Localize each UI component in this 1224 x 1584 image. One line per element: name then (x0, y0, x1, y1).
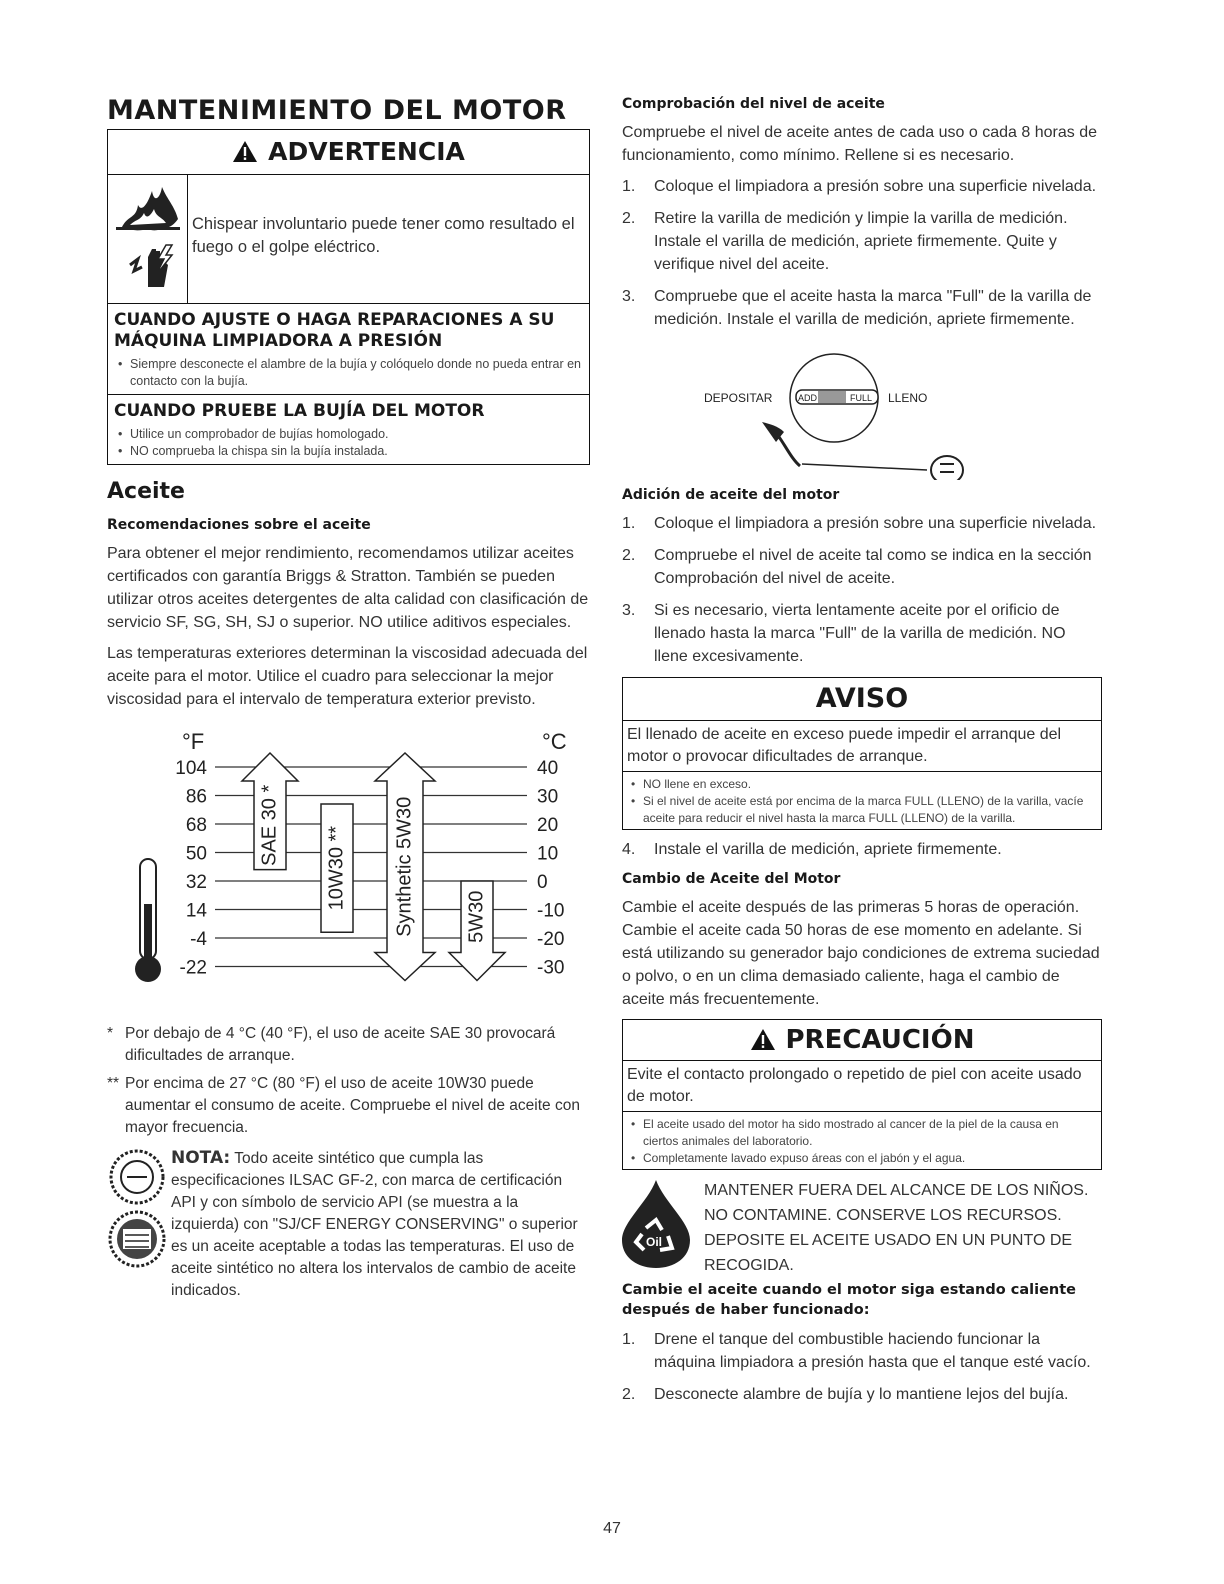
dipstick-right-label: LLENO (888, 391, 928, 405)
oil-add-step (622, 544, 1102, 590)
step-text: Coloque el limpiadora a presión sobre una superficie nivelada. (654, 515, 1097, 532)
oil-change-heading: Cambio de Aceite del Motor (622, 871, 841, 887)
c-tick-label: -20 (537, 929, 565, 950)
nota-block (107, 1147, 590, 1302)
oil-add-step (622, 838, 1102, 861)
c-tick-label: 40 (537, 758, 559, 779)
precaucion-bullets (623, 1112, 1101, 1169)
warning-body (108, 175, 589, 304)
precaucion-box (622, 1019, 1102, 1170)
aviso-text: El llenado de aceite en exceso puede impedir el arranque del motor o provocar dificultades de arranque. (623, 721, 1101, 772)
dipstick-add-label: ADD (798, 393, 818, 403)
step-text: Drene el tanque del combustible haciendo funcionar la máquina limpiadora a presión hasta que el tanque esté vacío. (654, 1331, 1091, 1371)
warning-heading: ADVERTENCIA (268, 137, 465, 166)
viscosity-bar-label: SAE 30 * (258, 784, 281, 866)
step-number: 1. (622, 1331, 636, 1348)
step-text: Retire la varilla de medición y limpie la varilla de medición. Instale el varilla de medición, apriete firmemente. Quite y verifique nivel del aceite. (654, 210, 1068, 273)
c-axis-label: °C (542, 729, 567, 754)
f-axis-label: °F (182, 729, 205, 754)
oil-label: Oil (646, 1235, 663, 1249)
dipstick-full-label: FULL (850, 393, 873, 403)
viscosity-bar-label: 5W30 (465, 890, 488, 943)
f-tick-label: 14 (185, 900, 207, 922)
oil-paragraph: Para obtener el mejor rendimiento, recomendamos utilizar aceites certificados con garantía Briggs & Stratton. También se pueden utilizar otros aceites detergentes de alta calidad con clasificación de servicio SF, SG, SH, SJ o superior. NO utilice aditivos especiales. (107, 545, 589, 631)
oil-check-step (622, 207, 1102, 276)
oil-paragraph: Las temperaturas exteriores determinan la viscosidad adecuada del aceite para el motor. Utilice el cuadro para seleccionar la mejor viscosidad para el intervalo de temperatura exterior previsto. (107, 645, 588, 708)
c-tick-label: 0 (537, 872, 548, 893)
precaucion-bullet: • El aceite usado del motor ha sido mostrado al cancer de la piel de la causa en ciertos animales del laboratorio. (627, 1116, 1097, 1150)
nota-text-block (167, 1147, 590, 1302)
step-text: Desconecte alambre de bujía y lo mantiene lejos del bujía. (654, 1386, 1069, 1403)
page-number: 47 (603, 1520, 621, 1537)
viscosity-bar-label: Synthetic 5W30 (393, 796, 416, 937)
aviso-bullets (623, 772, 1101, 829)
oil-add-heading: Adición de aceite del motor (622, 487, 840, 503)
warning-section-title: CUANDO PRUEBE LA BUJÍA DEL MOTOR (114, 401, 485, 421)
step-number: 1. (622, 515, 636, 532)
warning-triangle-icon (750, 1028, 776, 1051)
step-number: 3. (622, 602, 636, 619)
warning-section-sparkplug (108, 395, 589, 464)
f-tick-label: 86 (185, 786, 207, 808)
hot-change-step (622, 1383, 1102, 1406)
warning-header (108, 130, 589, 175)
oil-check-step (622, 175, 1102, 198)
c-tick-label: 30 (537, 786, 559, 808)
step-text: Instale el varilla de medición, apriete firmemente. (654, 841, 1002, 858)
step-number: 2. (622, 1386, 636, 1403)
oil-check-intro: Compruebe el nivel de aceite antes de cada uso o cada 8 horas de funcionamiento, como mínimo. Rellene si es necesario. (622, 124, 1097, 164)
warning-triangle-icon (232, 140, 258, 163)
f-tick-label: 68 (185, 815, 207, 836)
precaucion-heading: PRECAUCIÓN (785, 1025, 975, 1055)
warning-text: Chispear involuntario puede tener como resultado el fuego o el golpe eléctrico. (192, 215, 575, 256)
recycle-text: MANTENER FUERA DEL ALCANCE DE LOS NIÑOS. NO CONTAMINE. CONSERVE LOS RECURSOS. DEPOSITE EL ACEITE USADO EN UN PUNTO DE RECOGIDA. (704, 1182, 1089, 1274)
aviso-heading: AVISO (623, 678, 1101, 721)
step-number: 2. (622, 547, 636, 564)
warning-bullet: • Utilice un comprobador de bujías homologado. (114, 426, 581, 443)
footnote-mark: ** (107, 1075, 120, 1092)
precaucion-header (623, 1020, 1101, 1061)
aviso-bullet: • Si el nivel de aceite está por encima de la marca FULL (LLENO) de la varilla, vacíe aceite para reducir el nivel hasta la marca FULL (LLENO) de la varilla. (627, 793, 1097, 827)
right-column (622, 95, 1102, 1415)
step-number: 2. (622, 210, 636, 227)
footnote (107, 1073, 590, 1139)
aviso-box (622, 677, 1102, 830)
step-number: 1. (622, 178, 636, 195)
warning-bullet: • NO comprueba la chispa sin la bujía instalada. (114, 443, 581, 460)
nota-text: Todo aceite sintético que cumpla las especificaciones ILSAC GF-2, con marca de certificación API y con símbolo de servicio API (se muestra a la izquierda) con "SJ/CF ENERGY CONSERVING" o superior es un aceite aceptable a todas las temperaturas. El uso de aceite sintético no altera los intervalos de cambio de aceite indicados. (171, 1150, 578, 1299)
precaucion-text: Evite el contacto prolongado o repetido de piel con aceite usado de motor. (623, 1061, 1101, 1112)
f-tick-label: 104 (175, 758, 207, 779)
warning-bullet: • Siempre desconecte el alambre de la bujía y colóquelo donde no pueda entrar en contacto con la bujía. (114, 356, 581, 390)
viscosity-bar (449, 881, 505, 981)
oil-check-heading: Comprobación del nivel de aceite (622, 96, 885, 112)
f-tick-label: -4 (190, 929, 207, 950)
step-text: Si es necesario, vierta lentamente aceite por el orificio de llenado hasta la marca "Full" de la varilla de medición. NO llene excesivamente. (654, 602, 1066, 665)
thermometer-icon (135, 859, 161, 982)
c-tick-label: -10 (537, 900, 565, 922)
f-tick-label: 32 (185, 872, 207, 893)
oil-recommendations-heading: Recomendaciones sobre el aceite (107, 517, 371, 533)
footnote-mark: * (107, 1025, 114, 1042)
footnote-text: Por encima de 27 °C (80 °F) el uso de aceite 10W30 puede aumentar el consumo de aceite. Compruebe el nivel de aceite con mayor frecuencia. (125, 1075, 580, 1136)
oil-recycle-icon (616, 1178, 696, 1270)
f-tick-label: -22 (179, 957, 207, 979)
hot-change-step (622, 1328, 1102, 1374)
fire-shock-icon (108, 175, 187, 303)
footnote-text: Por debajo de 4 °C (40 °F), el uso de aceite SAE 30 provocará dificultades de arranque. (125, 1025, 556, 1064)
step-text: Compruebe que el aceite hasta la marca "Full" de la varilla de medición. Instale el varilla de medición, apriete firmemente. (654, 288, 1092, 328)
step-text: Coloque el limpiadora a presión sobre una superficie nivelada. (654, 178, 1097, 195)
dipstick-left-label: DEPOSITAR (704, 391, 773, 405)
oil-add-step (622, 512, 1102, 535)
precaucion-bullet: • Completamente lavado expuso áreas con el jabón y el agua. (627, 1150, 1097, 1167)
viscosity-bar (321, 804, 353, 932)
c-tick-label: 20 (537, 815, 559, 836)
oil-check-step (622, 285, 1102, 331)
dipstick-diagram (622, 340, 1102, 480)
footnote (107, 1023, 590, 1067)
aviso-bullet: • NO llene en exceso. (627, 776, 1097, 793)
c-tick-label: 10 (537, 843, 559, 865)
step-number: 3. (622, 288, 636, 305)
f-tick-label: 50 (185, 843, 207, 865)
nota-label: NOTA: (171, 1148, 231, 1168)
oil-add-step (622, 599, 1102, 668)
c-tick-label: -30 (537, 957, 565, 979)
warning-box (107, 129, 590, 465)
api-service-symbol-icon (107, 1147, 167, 1297)
hot-oil-change-heading: Cambie el aceite cuando el motor siga estando caliente después de haber funcionado: (622, 1282, 1076, 1318)
warning-icons (108, 175, 188, 303)
warning-section-repairs (108, 304, 589, 395)
left-column (107, 95, 590, 1302)
viscosity-chart (107, 719, 590, 1021)
recycle-block (622, 1178, 1102, 1278)
viscosity-bar (375, 753, 435, 981)
oil-change-text: Cambie el aceite después de las primeras 5 horas de operación. Cambie el aceite cada 50 horas de ese momento en adelante. Si está utilizando su generador bajo condiciones de extrema suciedad o polvo, o en un clima demasiado caliente, haga el cambio de aceite más frecuentemente. (622, 899, 1100, 1008)
step-number: 4. (622, 841, 636, 858)
chart-footnotes (107, 1023, 590, 1139)
oil-heading: Aceite (107, 479, 185, 504)
warning-section-title: CUANDO AJUSTE O HAGA REPARACIONES A SU MÁQUINA LIMPIADORA A PRESIÓN (114, 310, 555, 351)
page-title: MANTENIMIENTO DEL MOTOR (107, 95, 567, 126)
step-text: Compruebe el nivel de aceite tal como se indica en la sección Comprobación del nivel de aceite. (654, 547, 1092, 587)
viscosity-bar-label: 10W30 ** (325, 825, 348, 911)
